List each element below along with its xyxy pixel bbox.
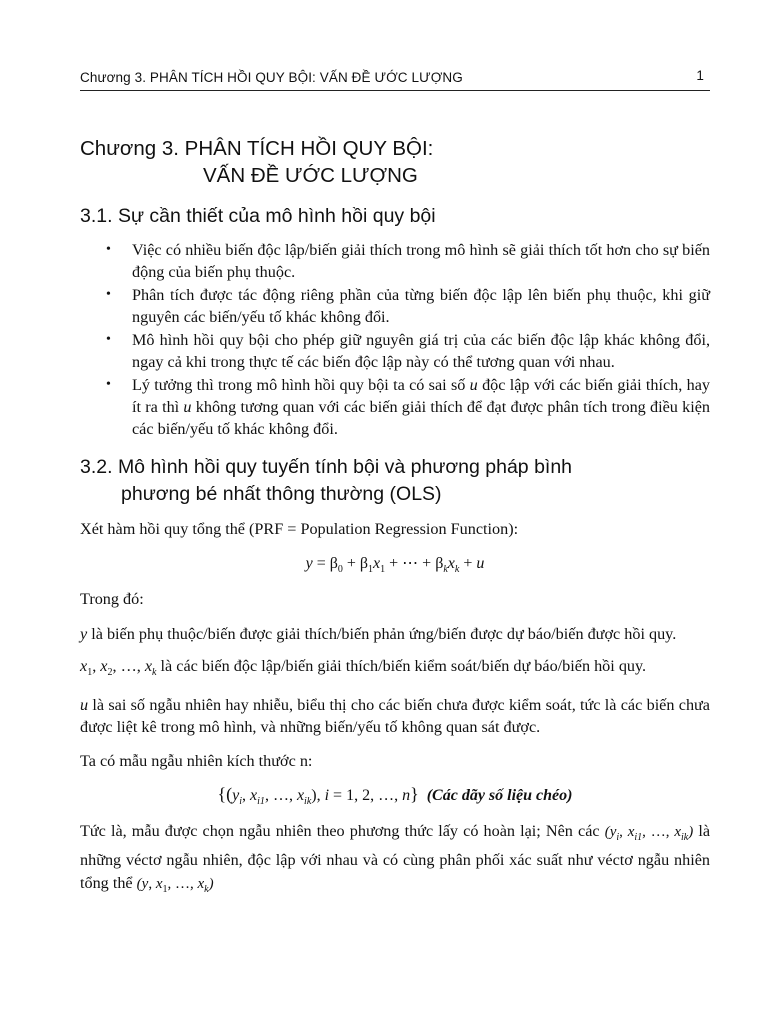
prf-intro: Xét hàm hồi quy tổng thể (PRF = Population Regression Function):: [80, 520, 519, 538]
x-definition: $x_1$, $x_2$, …, $x_k$ là các biến độc lập/biến giải thích/biến kiểm soát/biến dự báo/biến hồi quy.: [80, 657, 647, 679]
sample-vector-inline: ($y_i$, $x_{i1}$, …, $x_{ik}$): [604, 824, 694, 844]
running-header: [80, 68, 710, 91]
sample-equation: {($y_i$, $x_{i1}$, …, $x_{ik}$), i = 1, 2, …, n} (Các dãy số liệu chéo): [217, 784, 573, 808]
chapter-title: [80, 135, 710, 189]
prf-equation: $y = \beta_0 + \beta_1x_1$ + ⋯ + $\beta_kx_k + u$: [305, 555, 485, 576]
running-header-title: Chương 3. PHÂN TÍCH HỒI QUY BỘI: VẤN ĐỀ ƯỚC LƯỢNG: [80, 70, 463, 85]
bullet-icon: •: [106, 242, 111, 257]
sample-note: (Các dãy số liệu chéo): [426, 787, 573, 805]
sample-intro: Ta có mẫu ngẫu nhiên kích thước n:: [80, 752, 313, 771]
u-definition: u là sai số ngẫu nhiên hay nhiễu, biểu thị cho các biến chưa được kiểm soát, tức là các biến chưa được liệt kê trong mô hình, và những biến/yếu tố không quan sát được.: [80, 696, 710, 737]
bullet-icon: •: [106, 287, 111, 302]
section-3-2-title-line2: phương bé nhất thông thường (OLS): [121, 483, 442, 505]
section-3-2-title: [80, 454, 710, 508]
chapter-title-line1: Chương 3. PHÂN TÍCH HỒI QUY BỘI:: [80, 137, 434, 160]
bullet-icon: •: [106, 332, 111, 347]
population-vector-inline: (y, $x_1$, …, $x_k$): [136, 876, 214, 896]
sample-explanation: Tức là, mẫu được chọn ngẫu nhiên theo phương thức lấy có hoàn lại; Nên các ($y_i$, $x_{i1}$, …, $x_{ik}$) là những véctơ ngẫu nhiên, độc lập với nhau và có cùng phân phối xác suất như véctơ ngẫu nhiên tổng thể (y, $x_1$, …, $x_k$): [80, 822, 711, 896]
bullet-item: • Việc có nhiều biến độc lập/biến giải thích trong mô hình sẽ giải thích tốt hơn cho sự biến động của biến phụ thuộc.: [106, 241, 710, 281]
chapter-title-line2: VẤN ĐỀ ƯỚC LƯỢNG: [203, 164, 418, 187]
bullet-icon: •: [106, 377, 111, 392]
bullet-item: • Mô hình hồi quy bội cho phép giữ nguyên giá trị của các biến độc lập khác không đổi, ngay cả khi trong thực tế các biến độc lập này có thể tương quan với nhau.: [106, 331, 710, 371]
bullet-item: • Lý tưởng thì trong mô hình hồi quy bội ta có sai số u độc lập với các biến giải thích, hay ít ra thì u không tương quan với các biến giải thích để đạt được phân tích trong điều kiện các biến/yếu tố khác không đổi.: [106, 376, 710, 438]
section-3-1-title: 3.1. Sự cần thiết của mô hình hồi quy bội: [80, 205, 436, 227]
section-3-2-title-line1: 3.2. Mô hình hồi quy tuyến tính bội và phương pháp bình: [80, 456, 573, 478]
section-3-1-bullet-list: [80, 239, 710, 440]
page-number: 1: [696, 68, 704, 83]
trong-do-label: Trong đó:: [80, 590, 144, 608]
y-definition: y là biến phụ thuộc/biến được giải thích/biến phản ứng/biến được dự báo/biến được hồi quy.: [80, 625, 677, 643]
bullet-item: • Phân tích được tác động riêng phần của từng biến độc lập lên biến phụ thuộc, khi giữ nguyên các biến/yếu tố khác không đổi.: [106, 286, 710, 326]
